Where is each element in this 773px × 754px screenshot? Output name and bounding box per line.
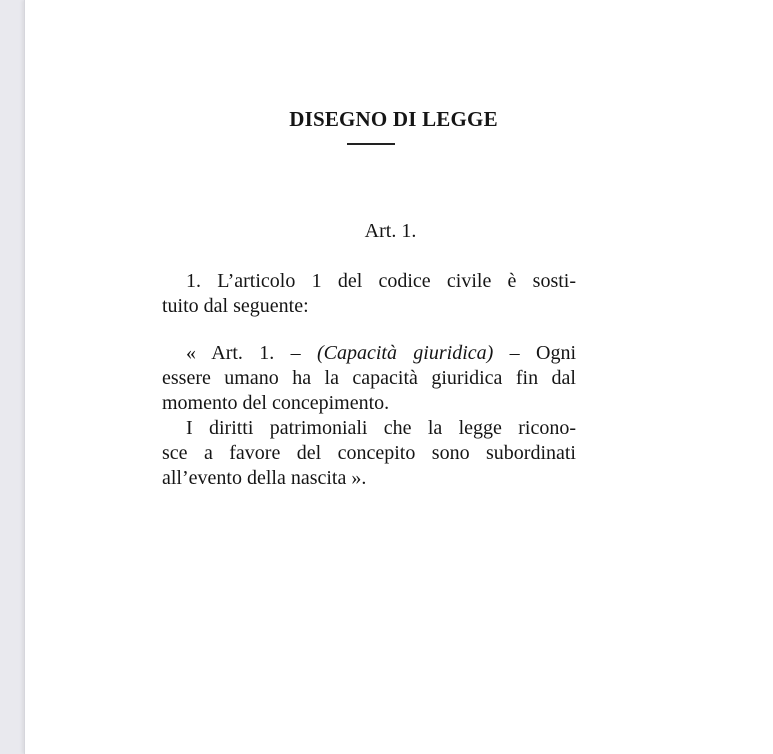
paragraph-1-line-2: tuito dal seguente: bbox=[162, 295, 309, 317]
paragraph-3-line-1: I diritti patrimoniali che la legge ricono- bbox=[186, 417, 576, 439]
article-suffix: – Ogni bbox=[509, 342, 577, 364]
paragraph-2 bbox=[162, 341, 576, 416]
paragraph-2-line-1 bbox=[162, 341, 576, 366]
document-title: DISEGNO DI LEGGE bbox=[289, 107, 498, 131]
paragraph-1 bbox=[162, 269, 576, 319]
article-heading: Art. 1. bbox=[364, 220, 417, 242]
paragraph-2-line-3: momento del concepimento. bbox=[162, 392, 390, 414]
paragraph-3-line-2: sce a favore del concepito sono subordinati bbox=[162, 442, 576, 464]
paragraph-2-line-2: essere umano ha la capacità giuridica fin dal bbox=[162, 367, 576, 389]
article-prefix: « Art. 1. – bbox=[186, 342, 301, 364]
title-divider bbox=[347, 143, 395, 145]
paragraph-1-line-1: 1. L’articolo 1 del codice civile è sosti- bbox=[186, 270, 576, 292]
paragraph-3 bbox=[162, 416, 576, 491]
article-rubric: (Capacità giuridica) bbox=[316, 342, 494, 364]
document-page[interactable] bbox=[24, 0, 773, 754]
paragraph-3-line-3: all’evento della nascita ». bbox=[162, 467, 367, 489]
